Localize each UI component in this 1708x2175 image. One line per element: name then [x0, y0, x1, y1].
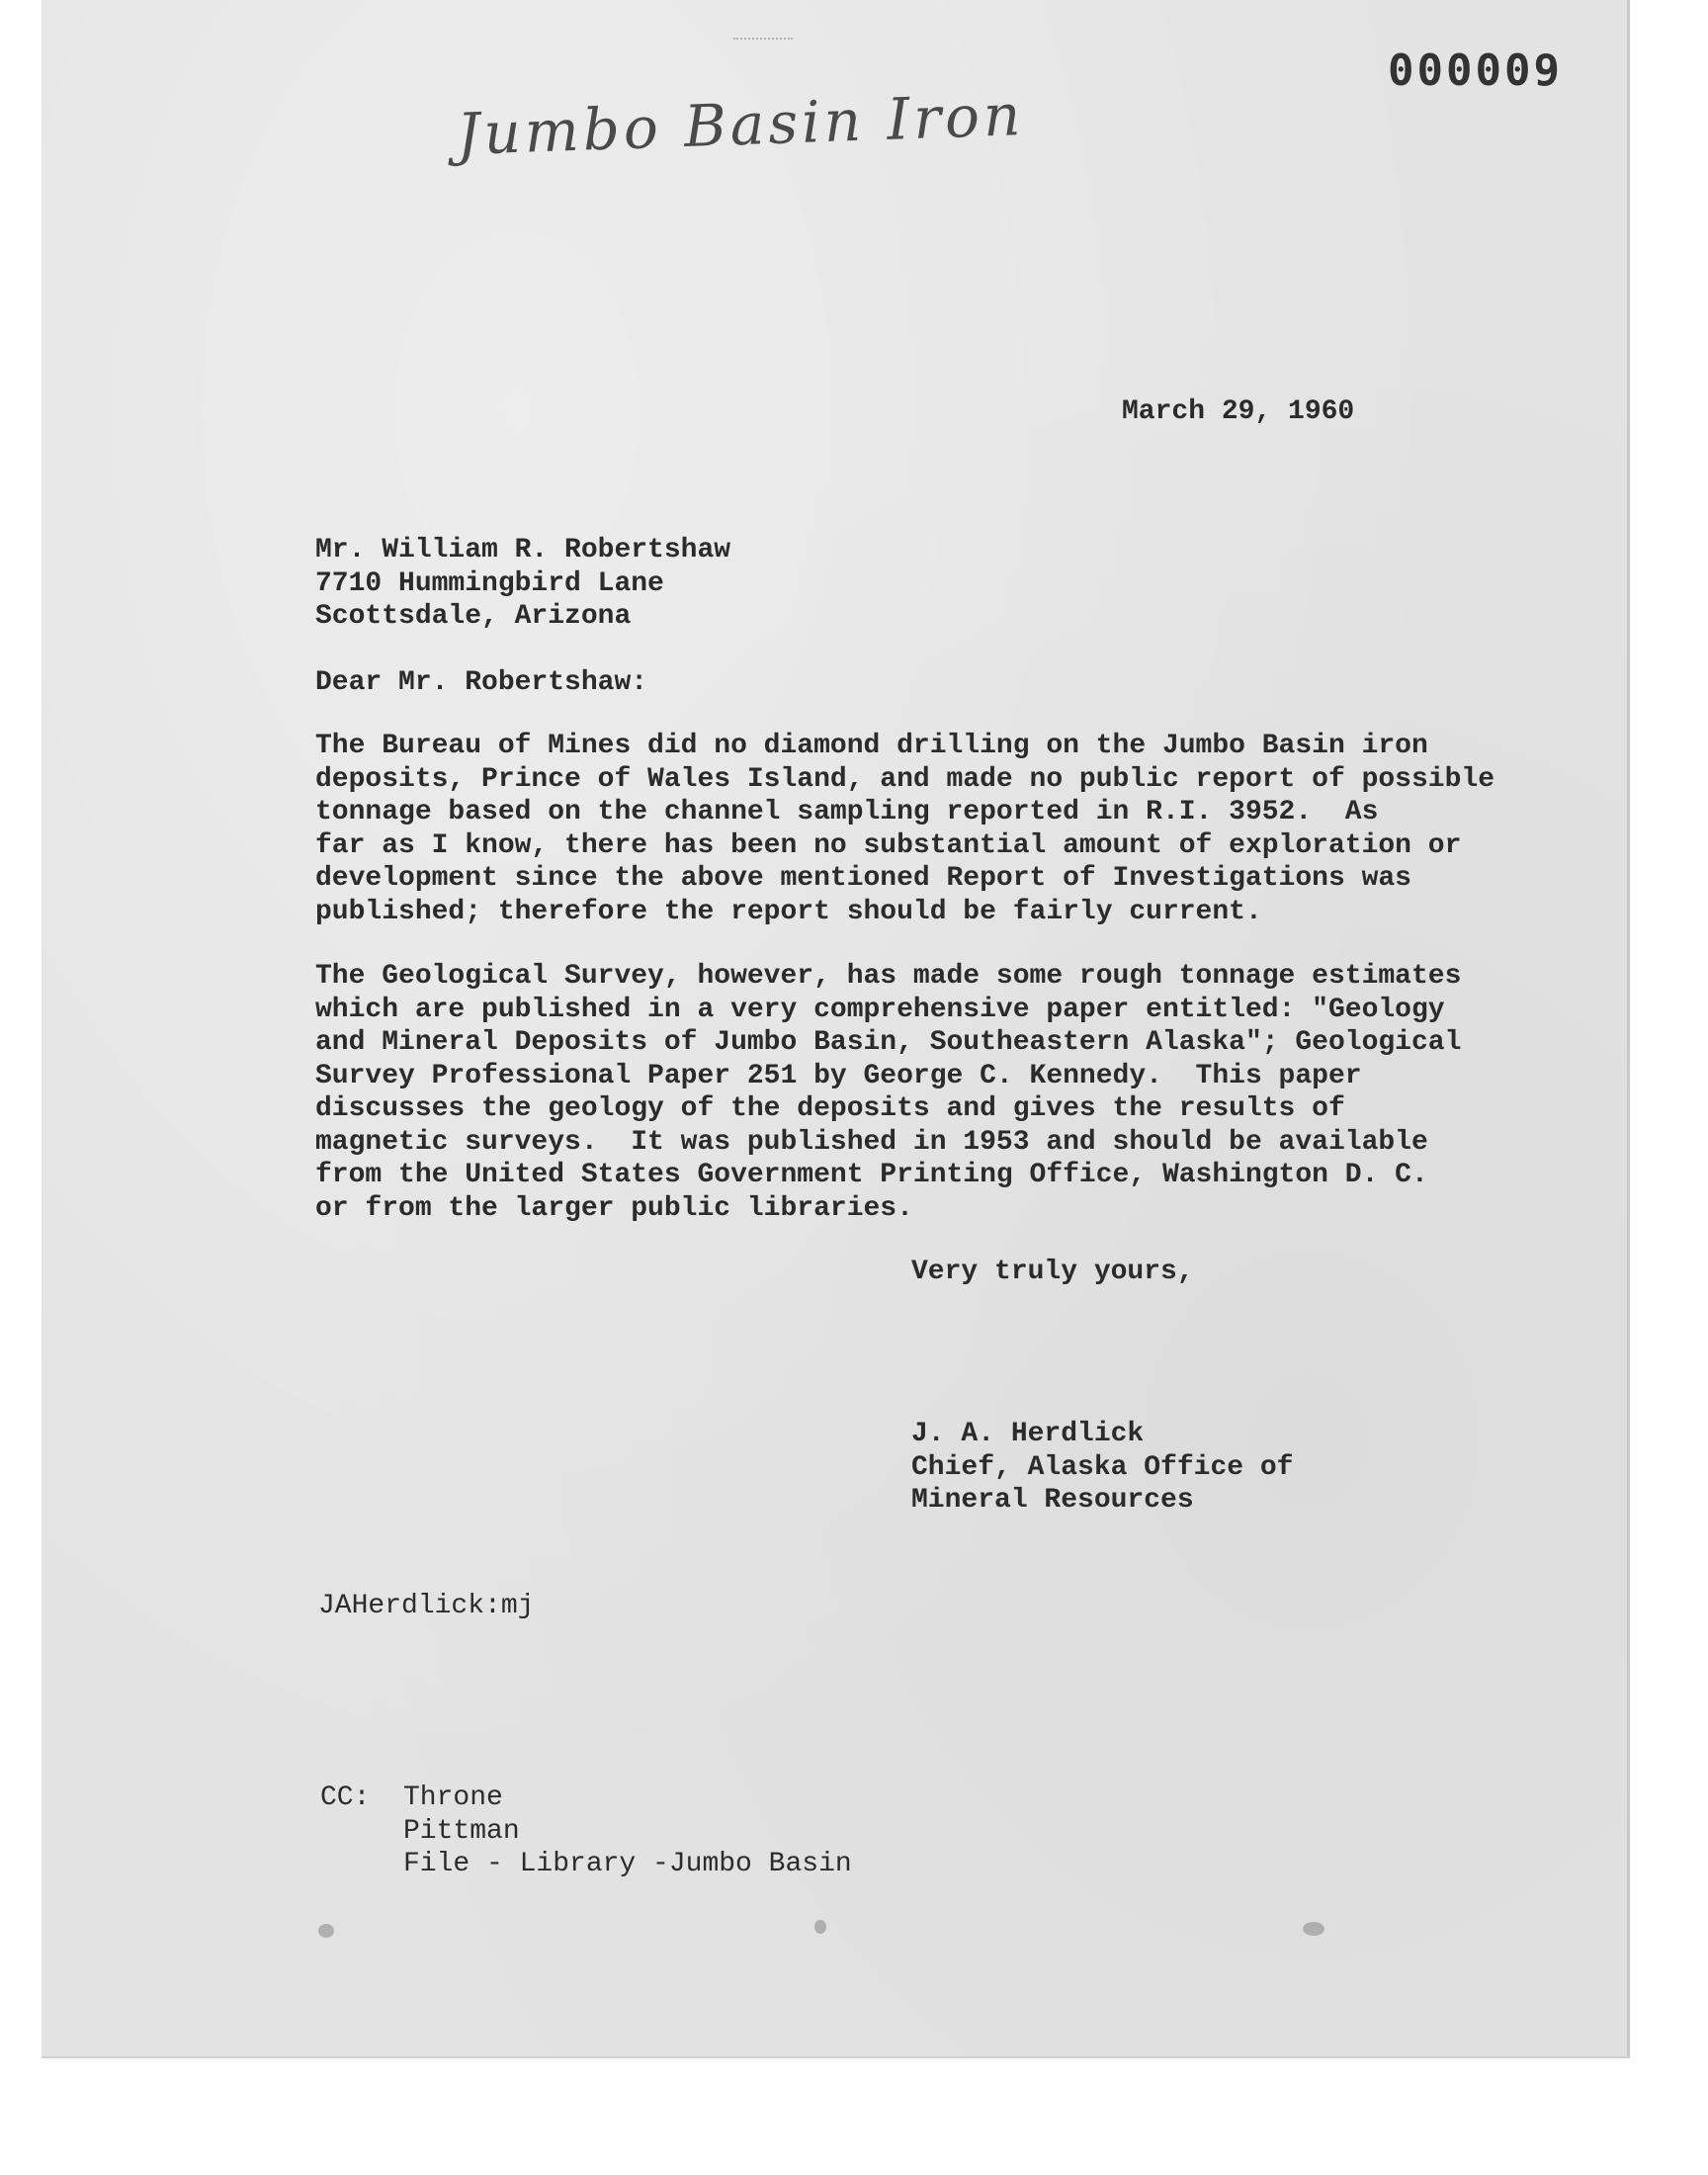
cc-recipient: Throne	[403, 1783, 503, 1813]
paper-specks	[733, 38, 793, 45]
paragraph-line: development since the above mentioned Report of Investigations was	[315, 863, 1411, 894]
paragraph-line: and Mineral Deposits of Jumbo Basin, Southeastern Alaska"; Geological	[315, 1027, 1462, 1058]
paragraph-line: The Geological Survey, however, has made some rough tonnage estimates	[315, 961, 1462, 992]
paragraph-line: The Bureau of Mines did no diamond drilling on the Jumbo Basin iron	[315, 731, 1428, 761]
recipient-city: Scottsdale, Arizona	[315, 601, 632, 632]
letter-page	[42, 0, 1630, 2058]
paragraph-line: from the United States Government Printing Office, Washington D. C.	[315, 1160, 1428, 1190]
paragraph-line: or from the larger public libraries.	[315, 1192, 913, 1224]
cc-recipient: File - Library -Jumbo Basin	[403, 1849, 852, 1879]
paragraph-line: tonnage based on the channel sampling reported in R.I. 3952. As	[315, 797, 1379, 827]
paragraph-line: published; therefore the report should be fairly current.	[315, 896, 1262, 927]
recipient-address	[315, 534, 730, 634]
cc-recipient: Pittman	[403, 1815, 520, 1847]
cc-recipients	[403, 1782, 852, 1881]
signature-block	[911, 1418, 1293, 1518]
signer-title-line-2: Mineral Resources	[911, 1485, 1194, 1516]
salutation: Dear Mr. Robertshaw:	[315, 667, 648, 698]
punch-hole-mark	[1303, 1922, 1324, 1936]
paragraph-line: Survey Professional Paper 251 by George C. Kennedy. This paper	[315, 1060, 1362, 1091]
paragraph-line: which are published in a very comprehensive paper entitled: "Geology	[315, 994, 1445, 1025]
paragraph-line: far as I know, there has been no substantial amount of exploration or	[315, 829, 1462, 861]
reference-initials: JAHerdlick:mj	[318, 1591, 535, 1621]
paragraph-line: deposits, Prince of Wales Island, and made no public report of possible	[315, 763, 1494, 795]
body-paragraph-2	[315, 960, 1461, 1225]
cc-label: CC:	[320, 1783, 371, 1813]
letter-date: March 29, 1960	[1122, 396, 1355, 427]
recipient-street: 7710 Hummingbird Lane	[315, 567, 664, 599]
punch-hole-mark	[814, 1920, 826, 1934]
signer-title-line-1: Chief, Alaska Office of	[911, 1451, 1294, 1483]
paragraph-line: magnetic surveys. It was published in 1953 and should be available	[315, 1126, 1428, 1158]
paragraph-line: discusses the geology of the deposits and gives the results of	[315, 1093, 1345, 1124]
body-paragraph-1	[315, 730, 1494, 928]
closing: Very truly yours,	[911, 1257, 1194, 1287]
recipient-name: Mr. William R. Robertshaw	[315, 535, 731, 566]
document-number: 000009	[1388, 45, 1563, 96]
handwritten-note: Jumbo Basin Iron	[455, 80, 1026, 169]
punch-hole-mark	[318, 1924, 334, 1938]
signer-name: J. A. Herdlick	[911, 1419, 1145, 1449]
